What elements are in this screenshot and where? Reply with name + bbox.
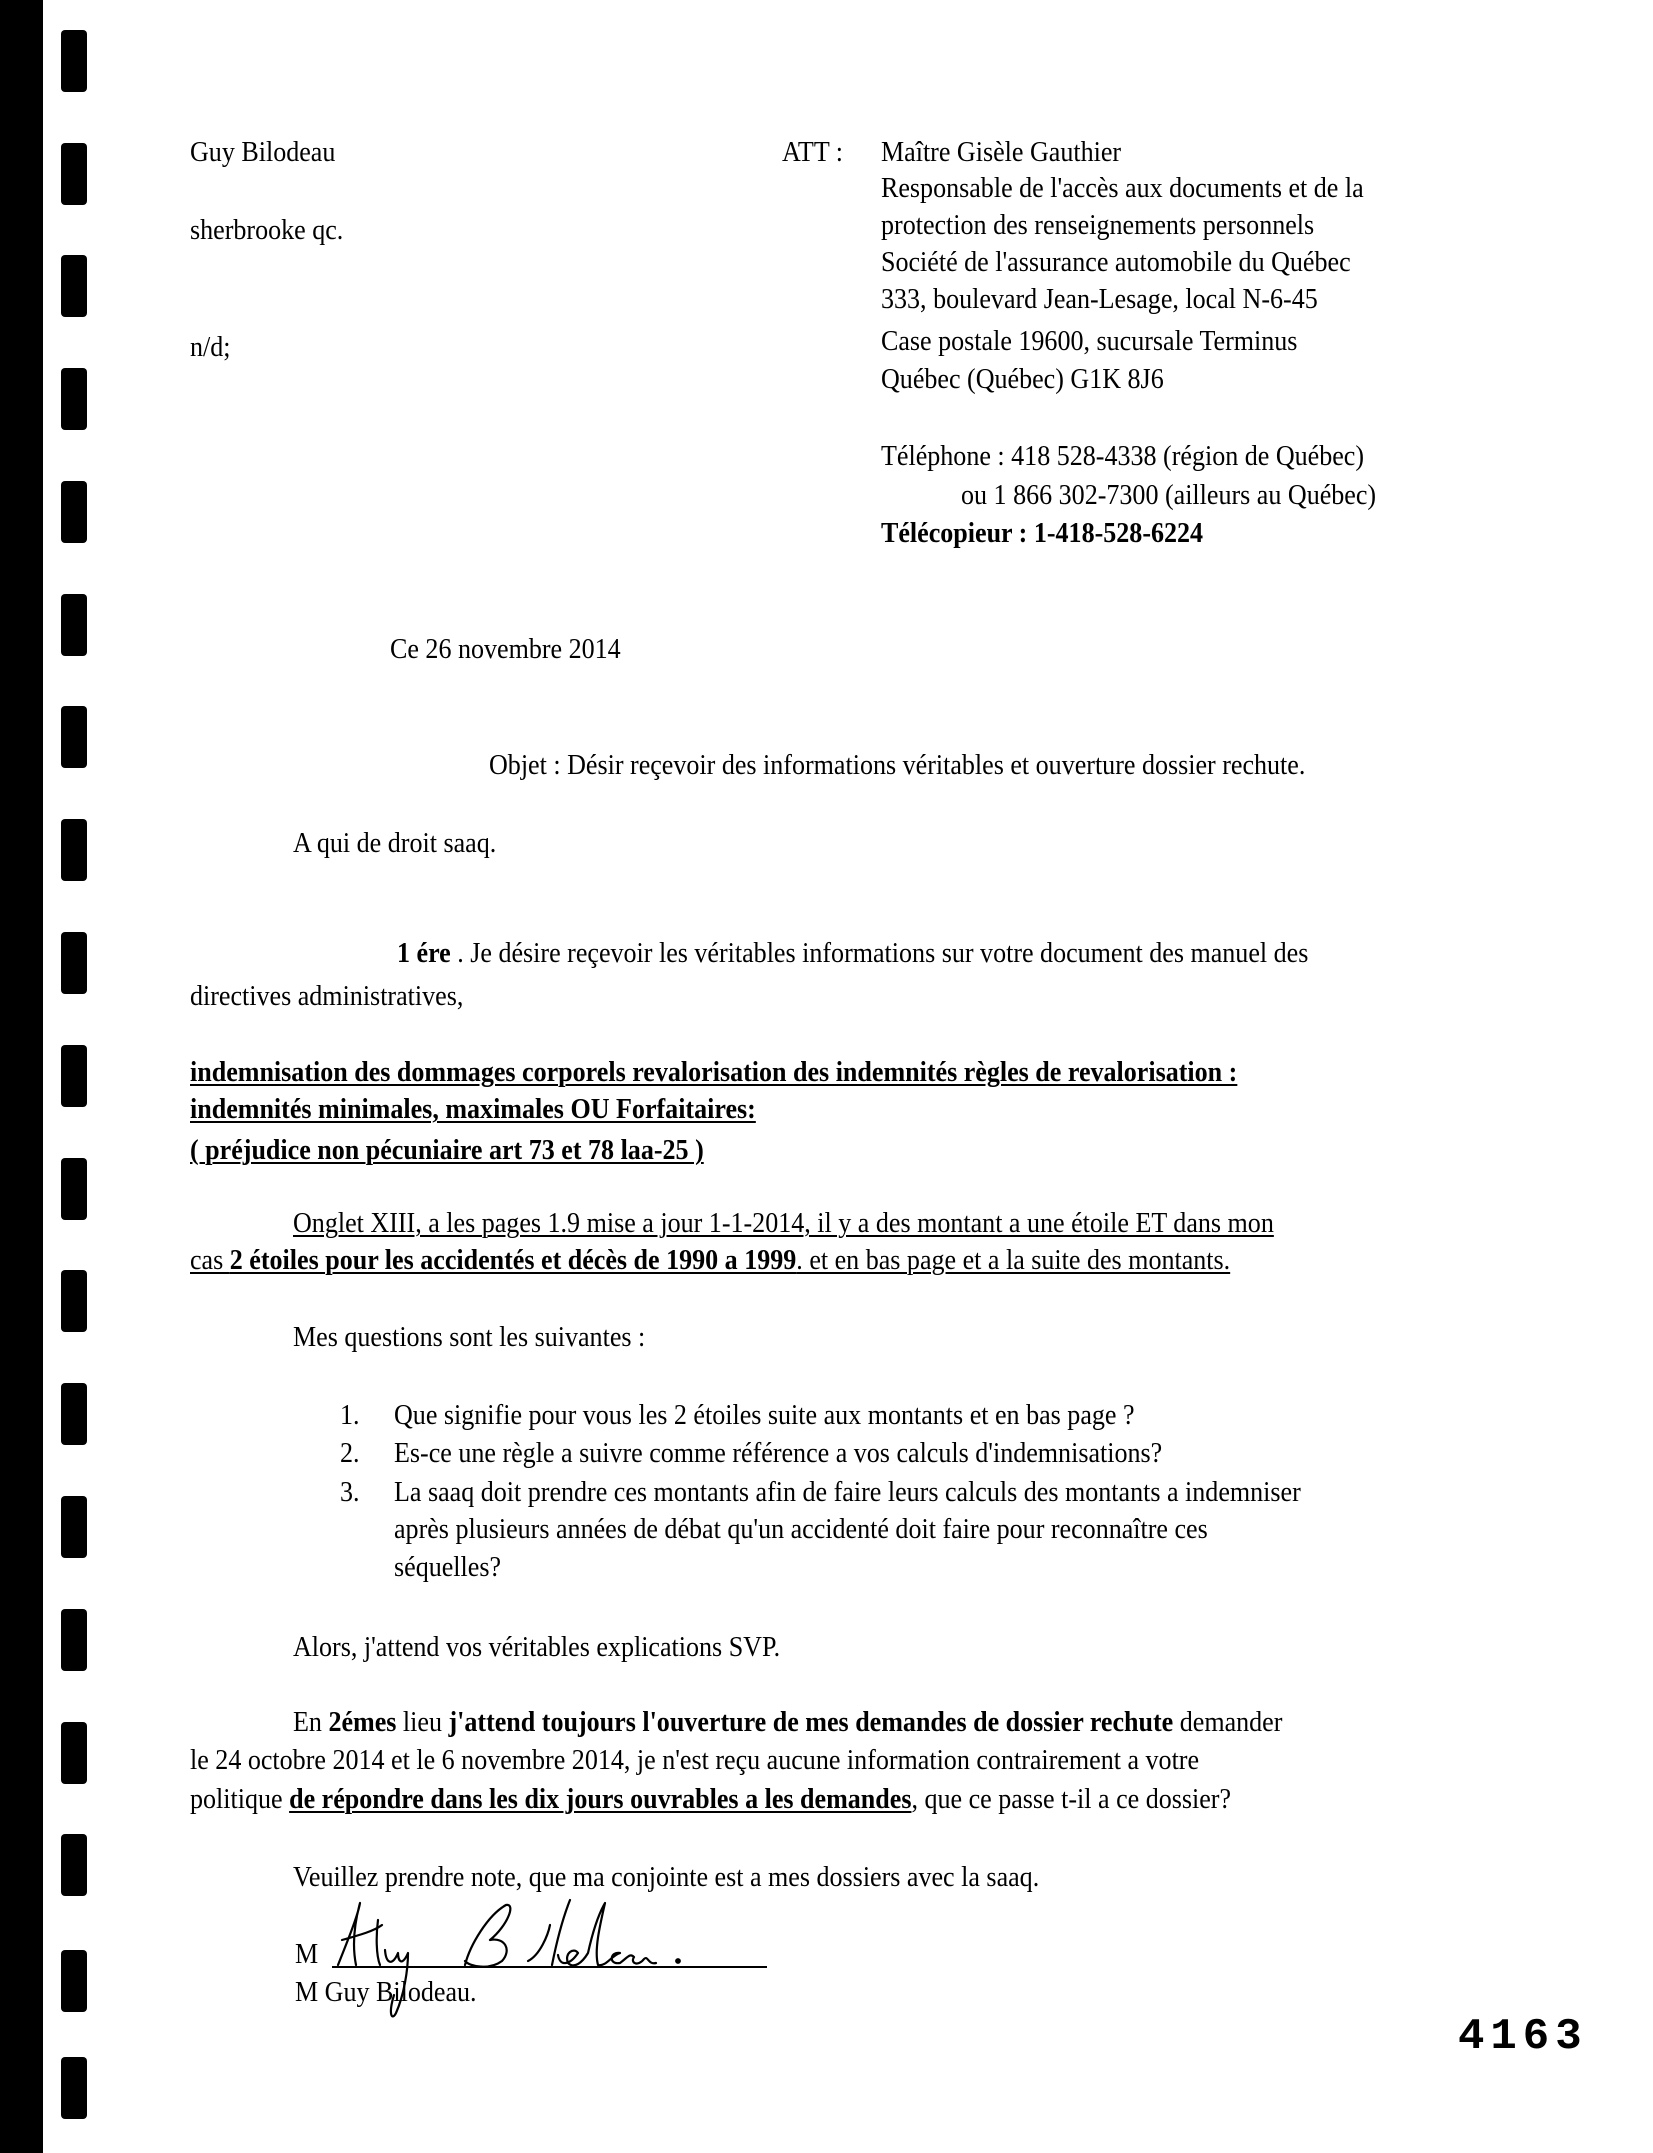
question-number: 1. — [340, 1400, 360, 1431]
letter-date: Ce 26 novembre 2014 — [390, 634, 621, 665]
fax-mark — [61, 706, 87, 768]
signature-prefix: M — [295, 1939, 319, 1970]
text-span: politique — [190, 1784, 290, 1815]
fax-mark — [61, 932, 87, 994]
salutation: A qui de droit saaq. — [293, 828, 497, 859]
stars-emphasis: 2 étoiles pour les accidentés et décès de 1990 a 1999 — [229, 1245, 797, 1276]
question-number: 2. — [340, 1438, 360, 1469]
letter-subject: Objet : Désir reçevoir des informations véritables et ouverture dossier rechute. — [489, 750, 1306, 781]
topic-heading-line: ( préjudice non pécuniaire art 73 et 78 laa-25 ) — [190, 1135, 704, 1166]
policy-emphasis: de répondre dans les dix jours ouvrables a les demandes — [289, 1784, 912, 1815]
fax-mark — [61, 1045, 87, 1107]
paragraph-2-line-2 — [190, 1244, 1230, 1278]
fax-mark — [61, 1158, 87, 1220]
sender-city: sherbrooke qc. — [190, 215, 344, 246]
closing-request: Alors, j'attend vos véritables explications SVP. — [293, 1632, 781, 1663]
handwritten-signature — [330, 1895, 890, 2045]
fax-mark — [61, 1270, 87, 1332]
fax-mark — [61, 1383, 87, 1445]
text-span: demander — [1173, 1707, 1283, 1738]
question-text: séquelles? — [394, 1552, 502, 1583]
recipient-line: protection des renseignements personnels — [881, 210, 1315, 241]
fax-mark — [61, 1834, 87, 1896]
text-span: En — [293, 1707, 329, 1738]
recipient-phone: Téléphone : 418 528-4338 (région de Québec) — [881, 441, 1365, 472]
question-text: Que signifie pour vous les 2 étoiles suite aux montants et en bas page ? — [394, 1400, 1135, 1431]
fax-mark — [61, 2057, 87, 2119]
question-text: La saaq doit prendre ces montants afin de faire leurs calculs des montants a indemniser — [394, 1477, 1301, 1508]
question-text: Es-ce une règle a suivre comme référence a vos calculs d'indemnisations? — [394, 1438, 1163, 1469]
closing-note: Veuillez prendre note, que ma conjointe est a mes dossiers avec la saaq. — [293, 1862, 1040, 1893]
request-emphasis: j'attend toujours l'ouverture de mes demandes de dossier rechute — [448, 1707, 1174, 1738]
scan-edge-strip — [0, 0, 43, 2153]
fax-mark — [61, 143, 87, 205]
sender-ref: n/d; — [190, 332, 231, 363]
ordinal-first: 1 ére — [397, 938, 451, 969]
text-span: , que ce passe t-il a ce dossier? — [911, 1784, 1232, 1815]
fax-mark — [61, 819, 87, 881]
recipient-name: Maître Gisèle Gauthier — [881, 137, 1122, 168]
questions-intro: Mes questions sont les suivantes : — [293, 1322, 646, 1353]
fax-mark — [61, 30, 87, 92]
recipient-line: 333, boulevard Jean-Lesage, local N-6-45 — [881, 284, 1318, 315]
fax-mark — [61, 255, 87, 317]
paragraph-3-line-2: le 24 octobre 2014 et le 6 novembre 2014, je n'est reçu aucune information contrairement a votre — [190, 1745, 1200, 1776]
paragraph-3-line-1 — [293, 1706, 1282, 1740]
recipient-fax: Télécopieur : 1-418-528-6224 — [881, 518, 1204, 549]
recipient-phone-alt: ou 1 866 302-7300 (ailleurs au Québec) — [961, 480, 1377, 511]
att-label: ATT : — [782, 137, 844, 168]
fax-mark — [61, 1609, 87, 1671]
fax-mark — [61, 368, 87, 430]
recipient-line: Responsable de l'accès aux documents et de la — [881, 173, 1364, 204]
text-span: lieu — [396, 1707, 449, 1738]
paragraph-3-line-3 — [190, 1783, 1231, 1817]
recipient-line: Québec (Québec) G1K 8J6 — [881, 364, 1164, 395]
recipient-line: Société de l'assurance automobile du Québec — [881, 247, 1351, 278]
fax-mark — [61, 594, 87, 656]
text-span: . et en bas page et a la suite des montants. — [796, 1245, 1231, 1276]
paragraph-1-line-1 — [397, 937, 1308, 971]
topic-heading-line: indemnités minimales, maximales OU Forfaitaires: — [190, 1094, 756, 1125]
text-span: cas — [190, 1245, 230, 1276]
ordinal-second: 2émes — [328, 1707, 397, 1738]
fax-mark — [61, 481, 87, 543]
fax-mark — [61, 1496, 87, 1558]
paragraph-1-text: . Je désire reçevoir les véritables informations sur votre document des manuel des — [450, 938, 1309, 969]
question-text: après plusieurs années de débat qu'un accidenté doit faire pour reconnaître ces — [394, 1514, 1208, 1545]
fax-mark — [61, 1722, 87, 1784]
page-number: 4163 — [1458, 2012, 1588, 2062]
paragraph-2-line-1: Onglet XIII, a les pages 1.9 mise a jour 1-1-2014, il y a des montant a une étoile ET dans mon — [293, 1208, 1274, 1239]
sender-name: Guy Bilodeau — [190, 137, 336, 168]
topic-heading-line: indemnisation des dommages corporels revalorisation des indemnités règles de revalorisation : — [190, 1057, 1238, 1088]
signature-printed-name: M Guy Bilodeau. — [295, 1977, 477, 2008]
paragraph-1-line-2: directives administratives, — [190, 981, 464, 1012]
question-number: 3. — [340, 1477, 360, 1508]
recipient-line: Case postale 19600, sucursale Terminus — [881, 326, 1298, 357]
fax-mark — [61, 1950, 87, 2012]
